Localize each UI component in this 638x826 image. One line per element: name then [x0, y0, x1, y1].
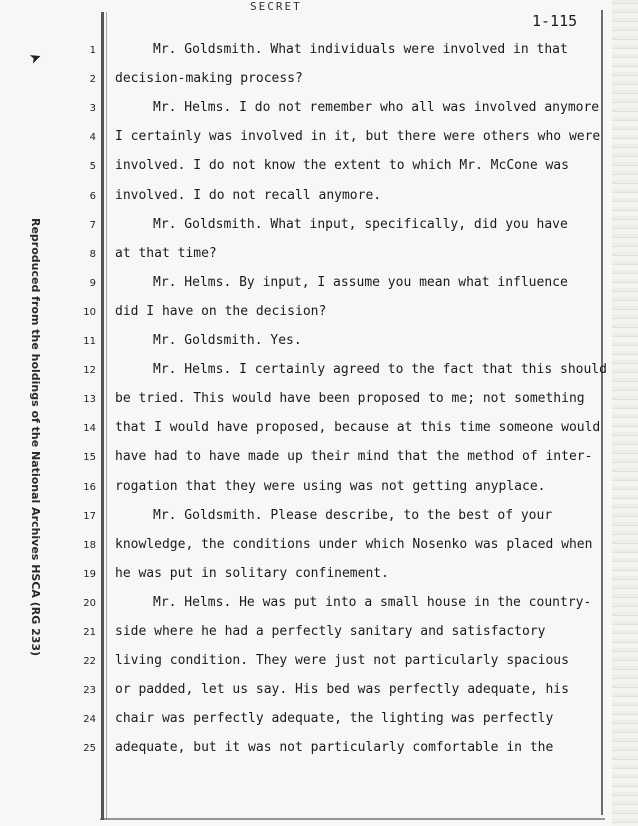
bottom-rule	[100, 818, 605, 820]
left-margin-rule-inner	[106, 12, 107, 820]
transcript-line: Mr. Helms. I certainly agreed to the fact that this should	[153, 362, 607, 377]
line-number: 17	[83, 511, 96, 522]
page-number: 1-115	[532, 12, 578, 30]
line-number: 11	[83, 336, 96, 347]
line-number: 16	[83, 482, 96, 493]
transcript-line: chair was perfectly adequate, the lighting was perfectly	[115, 711, 554, 726]
transcript-line: adequate, but it was not particularly comfortable in the	[115, 740, 554, 755]
classification-header: SECRET	[250, 0, 302, 13]
transcript-line: involved. I do not recall anymore.	[115, 188, 382, 203]
archive-stamp: Reproduced from the holdings of the National Archives HSCA (RG 233)	[29, 218, 42, 657]
line-number: 22	[83, 656, 96, 667]
transcript-line: Mr. Goldsmith. Please describe, to the best of your	[153, 508, 553, 523]
transcript-line: involved. I do not know the extent to which Mr. McCone was	[115, 158, 569, 173]
transcript-line: Mr. Goldsmith. What input, specifically, did you have	[153, 217, 568, 232]
line-number: 2	[89, 74, 96, 85]
line-number: 14	[83, 423, 96, 434]
line-number: 9	[89, 278, 96, 289]
line-number: 15	[83, 452, 96, 463]
scan-edge	[612, 0, 638, 826]
transcript-line: Mr. Helms. He was put into a small house in the country-	[153, 595, 592, 610]
line-number: 7	[89, 220, 96, 231]
transcript-line: at that time?	[115, 246, 217, 261]
line-number: 6	[89, 191, 96, 202]
transcript-line: Mr. Helms. By input, I assume you mean what influence	[153, 275, 568, 290]
transcript-line: he was put in solitary confinement.	[115, 566, 389, 581]
line-number: 19	[83, 569, 96, 580]
transcript-line: have had to have made up their mind that the method of inter-	[115, 449, 593, 464]
transcript-line: living condition. They were just not particularly spacious	[115, 653, 569, 668]
line-number: 12	[83, 365, 96, 376]
right-margin-rule	[601, 10, 603, 815]
transcript-line: did I have on the decision?	[115, 304, 327, 319]
line-number: 13	[83, 394, 96, 405]
left-margin-rule	[101, 12, 104, 820]
line-number: 3	[89, 103, 96, 114]
transcript-line: Mr. Goldsmith. Yes.	[153, 333, 302, 348]
transcript-line: I certainly was involved in it, but there were others who were	[115, 129, 601, 144]
margin-mark-icon: ➤	[26, 44, 46, 72]
line-number: 24	[83, 714, 96, 725]
line-number: 10	[83, 307, 96, 318]
transcript-line: Mr. Helms. I do not remember who all was involved anymore	[153, 100, 600, 115]
transcript-line: Mr. Goldsmith. What individuals were involved in that	[153, 42, 568, 57]
line-number: 18	[83, 540, 96, 551]
transcript-line: rogation that they were using was not getting anyplace.	[115, 479, 546, 494]
line-number: 21	[83, 627, 96, 638]
line-number: 20	[83, 598, 96, 609]
transcript-line: side where he had a perfectly sanitary and satisfactory	[115, 624, 546, 639]
transcript-line: or padded, let us say. His bed was perfectly adequate, his	[115, 682, 569, 697]
transcript-line: be tried. This would have been proposed to me; not something	[115, 391, 585, 406]
transcript-line: decision-making process?	[115, 71, 303, 86]
line-number: 25	[83, 743, 96, 754]
line-number: 23	[83, 685, 96, 696]
transcript-line: that I would have proposed, because at this time someone would	[115, 420, 601, 435]
line-number: 1	[89, 45, 96, 56]
line-number: 4	[89, 132, 96, 143]
line-number: 5	[89, 161, 96, 172]
line-number: 8	[89, 249, 96, 260]
transcript-line: knowledge, the conditions under which Nosenko was placed when	[115, 537, 593, 552]
